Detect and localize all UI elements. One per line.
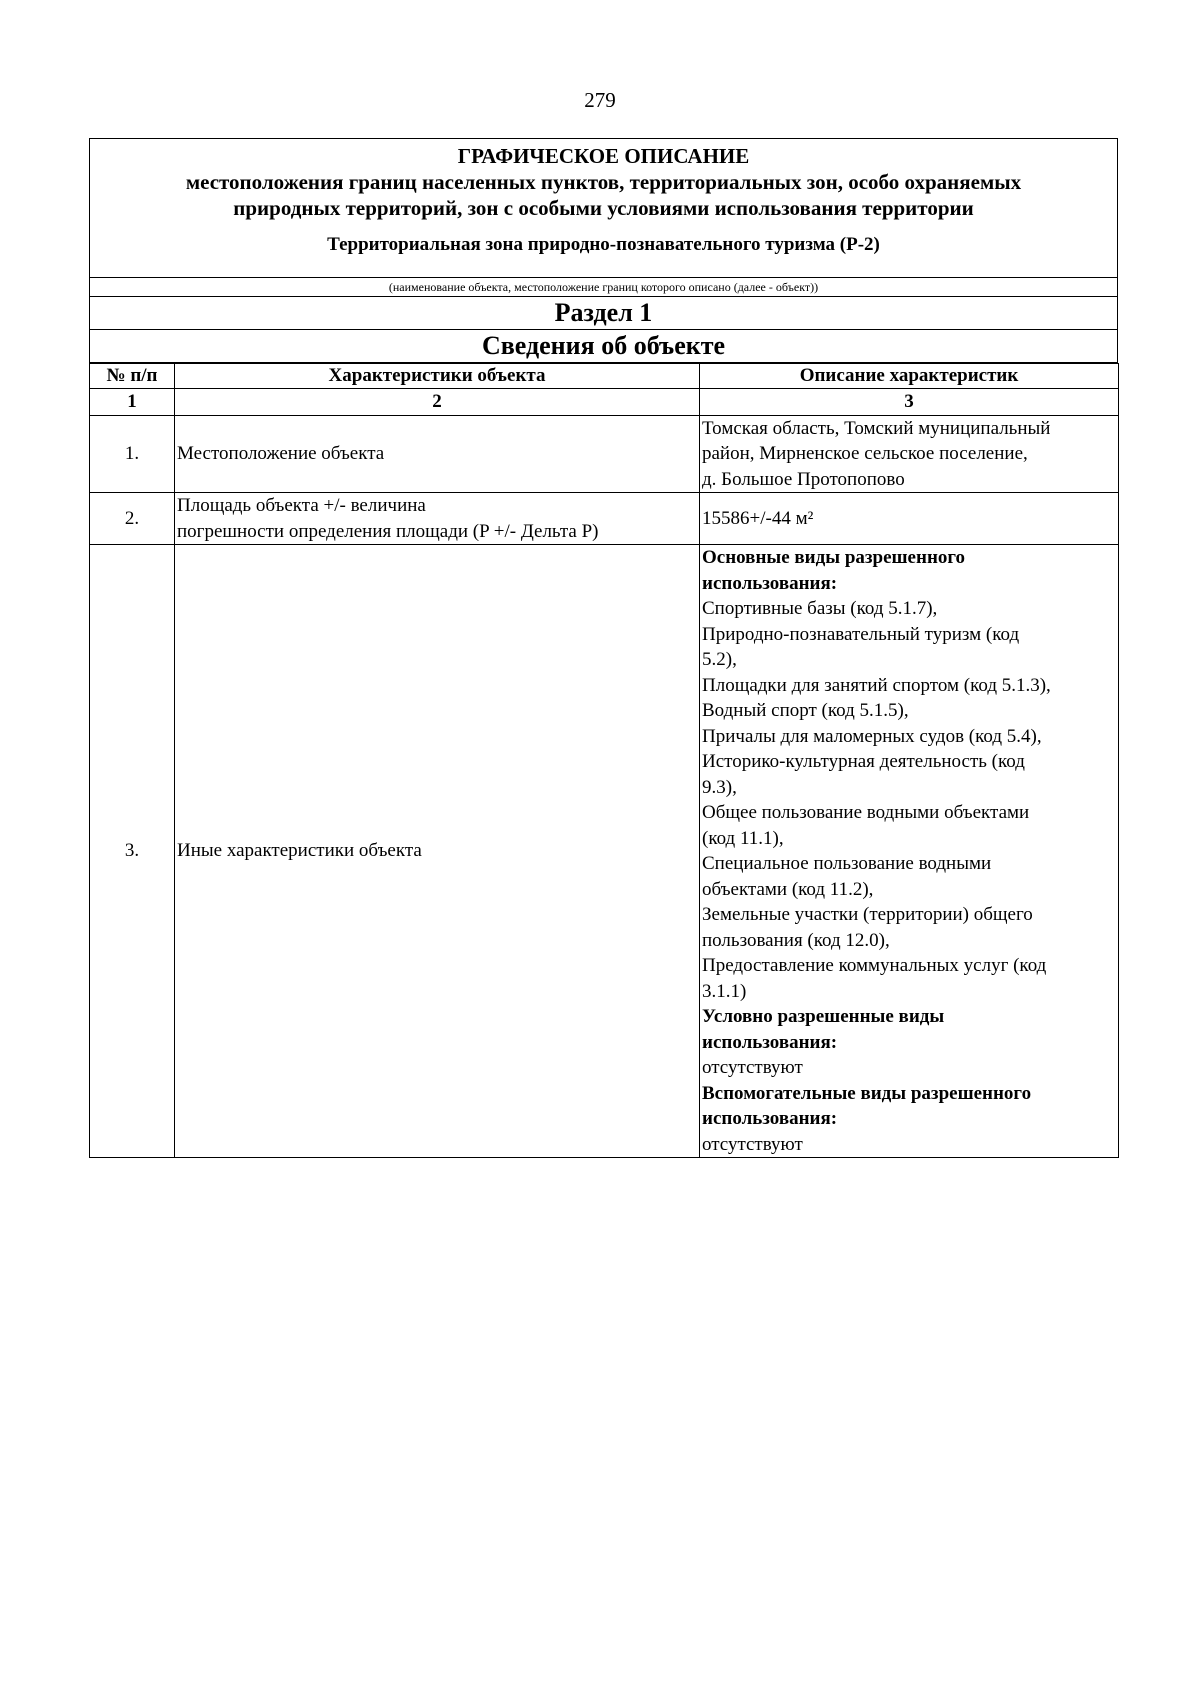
header-cell-number: № п/п: [90, 364, 175, 389]
column-number-3: 3: [700, 389, 1119, 416]
permitted-use-item: Общее пользование водными объектами: [702, 802, 1030, 823]
document-subtitle-line-1: местоположения границ населенных пунктов, территориальных зон, особо охраняемых: [185, 170, 1022, 194]
permitted-use-item: Площадки для занятий спортом (код 5.1.3),: [702, 674, 1051, 696]
permitted-use-heading: Условно разрешенные виды: [702, 1006, 945, 1027]
permitted-uses-description: [700, 545, 1119, 1158]
section-title: Раздел 1: [89, 297, 1118, 330]
row-characteristic: Местоположение объекта: [175, 415, 700, 493]
permitted-use-item: Причалы для маломерных судов (код 5.4),: [702, 725, 1042, 747]
permitted-use-item: Историко-культурная деятельность (код: [702, 751, 1025, 772]
table-row: [90, 493, 1119, 545]
object-caption: (наименование объекта, местоположение границ которого описано (далее - объект)): [89, 277, 1118, 297]
characteristic-line: погрешности определения площади (P +/- Дельта P): [177, 520, 599, 542]
permitted-use-heading: использования:: [702, 572, 838, 594]
row-description: [700, 415, 1119, 493]
permitted-use-item: объектами (код 11.2),: [702, 878, 874, 900]
column-number-2: 2: [175, 389, 700, 416]
permitted-use-item: (код 11.1),: [702, 827, 784, 849]
zone-name: Территориальная зона природно-познавательного туризма (Р-2): [327, 234, 880, 255]
permitted-use-item: Предоставление коммунальных услуг (код: [702, 955, 1047, 976]
header-cell-characteristic: Характеристики объекта: [175, 364, 700, 389]
permitted-use-item: пользования (код 12.0),: [702, 929, 890, 951]
permitted-use-item: Водный спорт (код 5.1.5),: [702, 700, 909, 721]
row-description: 15586+/-44 м²: [700, 493, 1119, 545]
permitted-use-item: 9.3),: [702, 776, 737, 798]
permitted-use-heading: использования:: [702, 1108, 838, 1129]
document: [89, 138, 1118, 1158]
row-index: 2.: [90, 493, 175, 545]
row-characteristic: [175, 493, 700, 545]
description-line: Томская область, Томский муниципальный: [702, 417, 1051, 439]
permitted-use-heading: Основные виды разрешенного: [702, 547, 966, 568]
table-row: [90, 415, 1119, 493]
row-index: 3.: [90, 545, 175, 1158]
section-subtitle: Сведения об объекте: [89, 330, 1118, 363]
column-number-1: 1: [90, 389, 175, 416]
characteristic-line: Площадь объекта +/- величина: [177, 495, 426, 516]
header-cell-description: Описание характеристик: [700, 364, 1119, 389]
document-subtitle-line-2: природных территорий, зон с особыми условиями использования территории: [233, 196, 974, 220]
row-characteristic: Иные характеристики объекта: [175, 545, 700, 1158]
permitted-use-item: Земельные участки (территории) общего: [702, 904, 1033, 925]
permitted-use-item: 5.2),: [702, 649, 737, 670]
description-line: д. Большое Протопопово: [702, 468, 905, 490]
permitted-use-heading: Вспомогательные виды разрешенного: [702, 1082, 1032, 1104]
permitted-use-item: Природно-познавательный туризм (код: [702, 623, 1020, 645]
table-header-row: [90, 364, 1119, 389]
permitted-use-item: Специальное пользование водными: [702, 853, 992, 874]
description-line: район, Мирненское сельское поселение,: [702, 443, 1028, 464]
permitted-use-heading: использования:: [702, 1031, 838, 1053]
permitted-use-item: Спортивные базы (код 5.1.7),: [702, 598, 938, 619]
permitted-use-item: 3.1.1): [702, 980, 747, 1002]
permitted-use-item: отсутствуют: [702, 1057, 803, 1078]
document-title: ГРАФИЧЕСКОЕ ОПИСАНИЕ: [457, 144, 750, 168]
table-row: [90, 545, 1119, 1158]
page-number: 279: [584, 88, 616, 112]
column-number-row: [90, 389, 1119, 416]
permitted-use-item: отсутствуют: [702, 1133, 803, 1155]
document-header: [89, 138, 1118, 277]
row-index: 1.: [90, 415, 175, 493]
object-info-table: [89, 363, 1119, 1158]
